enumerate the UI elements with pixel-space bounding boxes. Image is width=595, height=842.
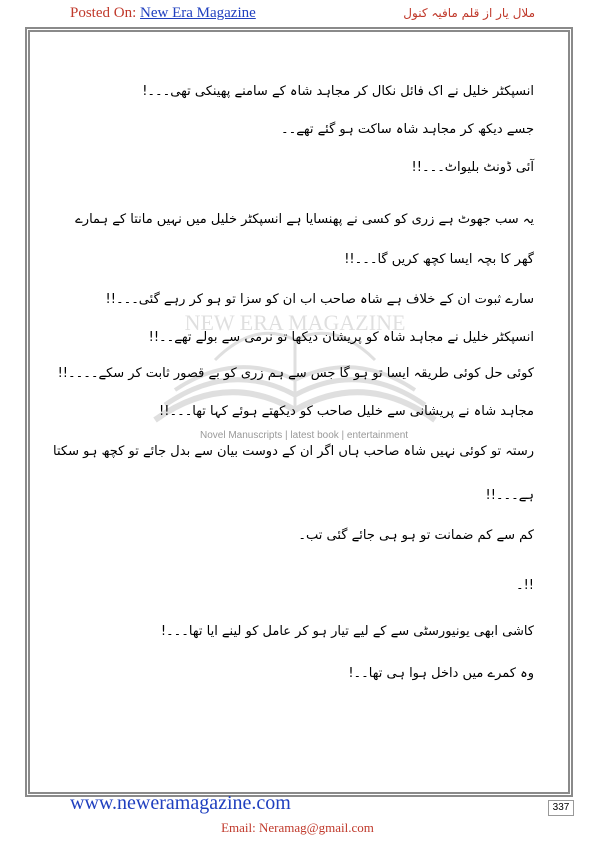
text-line: انسپکٹر خلیل نے مجاہد شاہ کو پریشان دیکھا تو نرمی سے بولے تھے۔۔!! — [148, 330, 534, 345]
website-link[interactable]: www.neweramagazine.com — [70, 792, 291, 814]
page-header — [0, 0, 595, 26]
magazine-link[interactable]: New Era Magazine — [140, 5, 256, 21]
text-line: ہے۔۔۔!! — [485, 488, 534, 503]
page-number: 337 — [548, 800, 574, 816]
text-line: کم سے کم ضمانت تو ہو ہی جائے گئی تب۔ — [298, 528, 534, 543]
svg-text:NEW ERA MAGAZINE: NEW ERA MAGAZINE — [184, 310, 406, 335]
text-line: کاشی ابھی یونیورسٹی سے کے لیے تیار ہو کر عامل کو لینے ایا تھا۔۔۔! — [160, 624, 534, 639]
text-line: !!۔ — [515, 578, 534, 593]
text-line: مجاہد شاہ نے پریشانی سے خلیل صاحب کو دیکھتے ہوئے کہا تھا۔۔۔!! — [159, 404, 534, 419]
text-line: گھر کا بچہ ایسا کچھ کریں گا۔۔۔!! — [344, 252, 534, 267]
text-line: کوئی حل کوئی طریقہ ایسا تو ہو گا جس سے ہم زری کو بے قصور ثابت کر سکے۔۔۔۔!! — [57, 366, 534, 381]
email-text: Email: Neramag@gmail.com — [221, 820, 374, 835]
novel-title-author: ملال یار از قلم مافیہ کنول — [403, 6, 535, 20]
text-line: یہ سب جھوٹ ہے زری کو کسی نے پھنسایا ہے انسپکٹر خلیل میں نہیں مانتا کے ہمارے — [75, 212, 534, 227]
watermark-text: Novel Manuscripts | latest book | entertainment — [200, 430, 409, 441]
posted-label: Posted On: — [70, 5, 137, 21]
text-line: سارے ثبوت ان کے خلاف ہے شاہ صاحب اب ان کو سزا تو ہو کر رہے گئی۔۔۔!! — [105, 292, 534, 307]
text-line: رستہ تو کوئی نہیں شاہ صاحب ہاں اگر ان کے دوست بیان سے بدل جائے تو کچھ ہو سکتا — [53, 444, 534, 459]
text-line: جسے دیکھ کر مجاہد شاہ ساکت ہو گئے تھے۔۔ — [280, 122, 534, 137]
posted-on — [70, 5, 256, 22]
text-line: انسپکٹر خلیل نے اک فائل نکال کر مجاہد شاہ کے سامنے پھینکی تھی۔۔۔! — [142, 84, 534, 99]
text-line: آئی ڈونٹ بلیواٹ۔۔۔!! — [411, 160, 534, 175]
text-line: وہ کمرے میں داخل ہوا ہی تھا۔۔! — [348, 666, 534, 681]
